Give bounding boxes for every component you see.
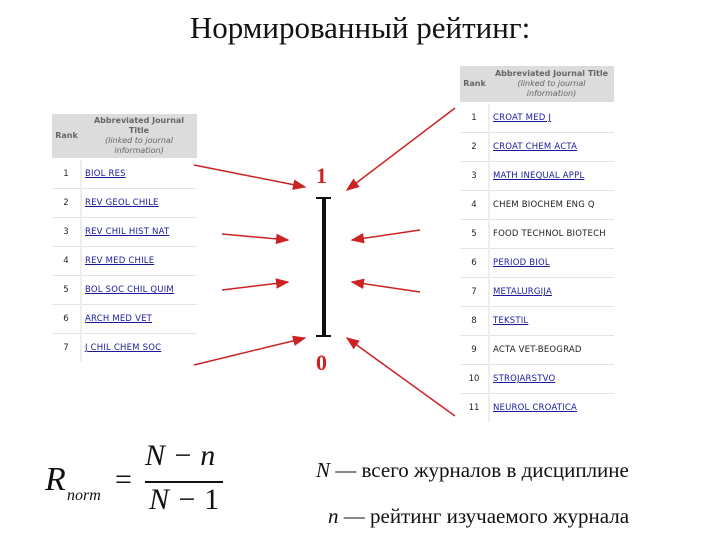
journal-title-link[interactable]: J CHIL CHEM SOC [85, 343, 162, 353]
journal-title-text: ACTA VET-BEOGRAD [493, 345, 582, 355]
journal-title-link[interactable]: ARCH MED VET [85, 314, 153, 324]
rank-cell: 6 [52, 305, 81, 334]
arrow-right-2 [352, 230, 420, 240]
title-header-sublabel: (linked to journal information) [517, 79, 586, 98]
journal-title-text: CHEM BIOCHEM ENG Q [493, 200, 595, 210]
rank-cell: 4 [52, 247, 81, 276]
rank-cell: 3 [52, 218, 81, 247]
journal-title-link[interactable]: BIOL RES [85, 169, 126, 179]
rank-cell: 7 [460, 278, 489, 307]
legend-N-symbol: N [316, 458, 331, 482]
journal-title-link[interactable]: REV GEOL CHILE [85, 198, 159, 208]
journal-title-link[interactable]: REV MED CHILE [85, 256, 155, 266]
rank-cell: 2 [52, 189, 81, 218]
scale-bottom-label: 0 [316, 350, 327, 375]
rank-cell: 1 [52, 159, 81, 189]
rank-cell: 3 [460, 162, 489, 191]
formula-lhs: R [45, 461, 66, 498]
rank-cell: 2 [460, 133, 489, 162]
journal-title-link[interactable]: BOL SOC CHIL QUIM [85, 285, 174, 295]
formula-lhs-subscript: norm [67, 487, 101, 504]
arrow-right-3 [352, 282, 420, 292]
formula-equals: = [115, 463, 132, 496]
journal-title-link[interactable]: TEKSTIL [493, 316, 529, 326]
rank-cell: 10 [460, 365, 489, 394]
journal-title-link[interactable]: PERIOD BIOL [493, 258, 550, 268]
rank-cell: 6 [460, 249, 489, 278]
journal-title-link[interactable]: CROAT MED J [493, 113, 552, 123]
rank-cell: 8 [460, 307, 489, 336]
rank-cell: 5 [460, 220, 489, 249]
rank-cell: 9 [460, 336, 489, 365]
rank-header[interactable]: Rank [52, 114, 81, 159]
arrow-left-4 [194, 338, 305, 365]
arrow-left-1 [194, 165, 305, 187]
normalized-rating-formula [45, 439, 225, 523]
arrow-right-1 [347, 108, 455, 190]
formula-numerator: N − n [145, 439, 216, 472]
journal-title-link[interactable]: METALURGIJA [493, 287, 552, 297]
rank-cell: 5 [52, 276, 81, 305]
legend-n-text: — рейтинг изучаемого журнала [338, 504, 630, 528]
arrow-left-3 [222, 282, 288, 290]
journal-title-link[interactable]: CROAT CHEM ACTA [493, 142, 578, 152]
arrow-left-2 [222, 234, 288, 240]
legend-n-symbol: n [328, 504, 339, 528]
slide-title: Нормированный рейтинг: [189, 10, 531, 45]
scale-top-label: 1 [316, 163, 327, 188]
arrow-right-4 [347, 338, 455, 416]
journal-title-link[interactable]: MATH INEQUAL APPL [493, 171, 585, 181]
legend-journal-rank [328, 504, 629, 529]
formula-denominator-const: 1 [204, 483, 220, 516]
title-header-label: Abbreviated Journal Title [93, 116, 185, 135]
rank-header[interactable]: Rank [460, 66, 489, 103]
title-header-sublabel: (linked to journal information) [104, 136, 174, 155]
legend-total-journals [316, 458, 629, 483]
rank-cell: 1 [460, 103, 489, 133]
journal-title-link[interactable]: NEUROL CROATICA [493, 403, 577, 413]
title-header-label: Abbreviated Journal Title [494, 69, 609, 78]
formula-denominator [149, 483, 219, 517]
rank-cell: 7 [52, 334, 81, 363]
rank-cell: 4 [460, 191, 489, 220]
journal-title-text: FOOD TECHNOL BIOTECH [493, 229, 606, 239]
rank-cell: 11 [460, 394, 489, 423]
formula-denominator-var: N − [149, 483, 205, 516]
legend-N-text: — всего журналов в дисциплине [330, 458, 629, 482]
journal-title-link[interactable]: REV CHIL HIST NAT [85, 227, 170, 237]
journal-title-link[interactable]: STROJARSTVO [493, 374, 556, 384]
